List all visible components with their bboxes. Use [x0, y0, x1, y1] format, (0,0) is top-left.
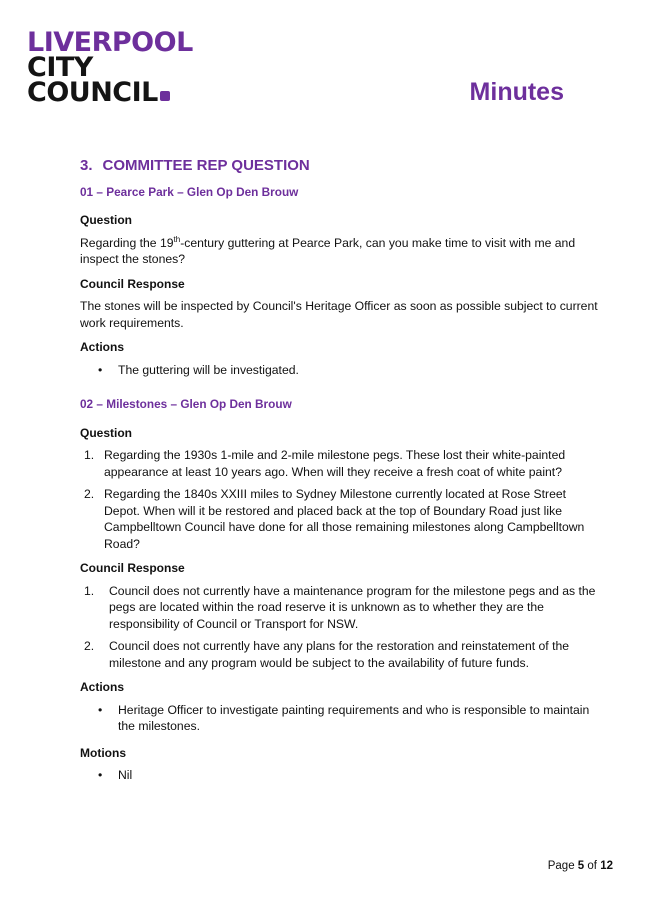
item2-question-label: Question — [80, 425, 133, 440]
item1-response-label: Council Response — [80, 276, 185, 291]
item2-title: 02 – Milestones – Glen Op Den Brouw — [80, 397, 292, 411]
item1-question-pre: Regarding the 19 — [80, 235, 174, 250]
item2-motions-label: Motions — [80, 745, 126, 760]
list-item — [80, 583, 600, 633]
list-text: Regarding the 1930s 1-mile and 2-mile milestone pegs. These lost their white-painted appearance at least 10 years ago. When will they receive a fresh coat of white paint? — [104, 448, 566, 479]
list-item — [80, 638, 600, 671]
item1-title: 01 – Pearce Park – Glen Op Den Brouw — [80, 184, 299, 199]
minutes-content — [80, 158, 600, 794]
list-item — [80, 447, 600, 480]
item2-motions-list — [80, 767, 600, 784]
list-number: 2. — [84, 639, 95, 653]
item1-question-label: Question — [80, 213, 133, 227]
logo-square-icon — [160, 91, 170, 101]
list-item — [80, 486, 600, 552]
list-text: Council does not currently have any plans for the restoration and reinstatement of the milestone and any program would be subject to the availability of future funds. — [109, 639, 570, 670]
item2-response-label: Council Response — [80, 561, 185, 575]
list-number: 2. — [84, 487, 95, 501]
logo-council-text: COUNCIL — [27, 77, 158, 108]
item1-question — [80, 235, 600, 268]
list-item: • Nil — [80, 767, 600, 784]
page-label: Page — [547, 860, 575, 872]
document-title: Minutes — [469, 78, 564, 106]
item1-question-post: -century guttering at Pearce Park, can you make time to visit with me and inspect the stones? — [80, 235, 576, 266]
logo-line-city: CITY — [27, 52, 93, 83]
item2-responses-list — [80, 583, 600, 672]
page-total: 12 — [600, 860, 613, 872]
page-of: of — [587, 860, 597, 872]
item1-actions-list — [80, 362, 600, 379]
item2-questions-list — [80, 447, 600, 552]
logo-line-council — [27, 77, 193, 108]
section-heading — [80, 158, 600, 175]
logo-line-liverpool: LIVERPOOL — [27, 27, 193, 58]
page-number — [548, 860, 613, 872]
list-item: • Heritage Officer to investigate painting requirements and who is responsible to maintain the milestones. — [80, 702, 600, 735]
item2-actions-list — [80, 702, 600, 735]
section-title: COMMITTEE REP QUESTION — [102, 157, 310, 174]
list-item: • The guttering will be investigated. — [80, 362, 600, 379]
item1-response: The stones will be inspected by Council's Heritage Officer as soon as possible subject to current work requirements. — [80, 299, 598, 330]
item1-actions-label: Actions — [80, 340, 125, 354]
page-current: 5 — [577, 860, 585, 872]
list-number: 1. — [84, 448, 95, 462]
list-number: 1. — [84, 583, 95, 598]
item1-question-sup: th — [173, 234, 181, 244]
list-text: Council does not currently have a maintenance program for the milestone pegs and as the pegs are located within the road reserve it is unknown as to whether they are the responsibility of Council or Transport for NSW. — [109, 583, 596, 631]
item2-actions-label: Actions — [80, 680, 125, 694]
section-number: 3. — [80, 157, 93, 174]
council-logo — [27, 27, 193, 108]
list-text: Regarding the 1840s XXIII miles to Sydney Milestone currently located at Rose Street Depot. When will it be restored and placed back at the top of Boundary Road just like Campbelltown Council have done for all those remaining milestones along Campbelltown Road? — [104, 487, 585, 551]
